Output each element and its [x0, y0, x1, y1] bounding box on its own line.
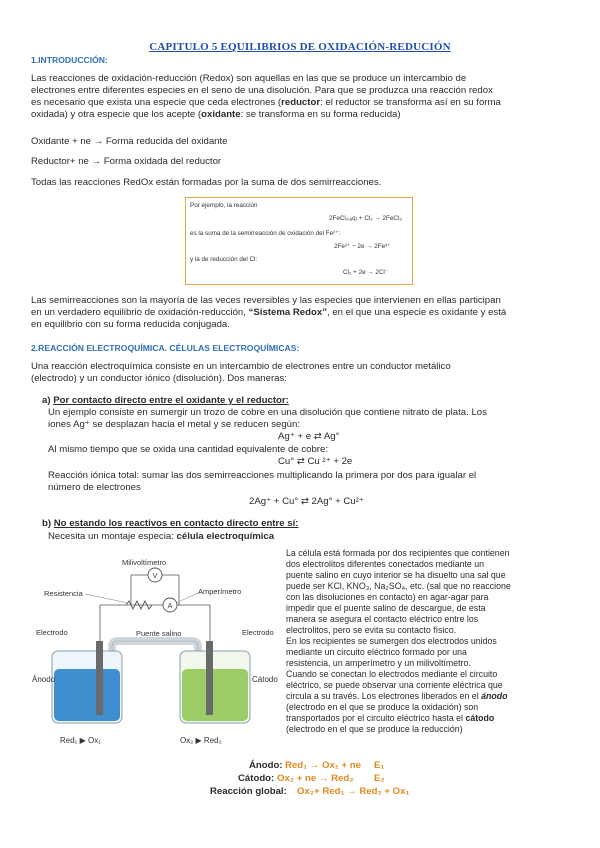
electrode-left: [96, 641, 103, 715]
text-line: dos electrolitos diferentes conectados mediante un: [286, 559, 485, 569]
text-line: manera se asegura el contacto eléctrico entre los: [286, 614, 479, 624]
text-line: electrolitos, pero se evita su contacto físico.: [286, 625, 457, 635]
summary-e1: E₁: [374, 760, 385, 771]
case-a-text: [48, 407, 571, 431]
text-line: con las disoluciones en contacto) en agar-agar para: [286, 592, 489, 602]
text-line: en equilibrio con su forma reducida conjugada.: [31, 319, 230, 330]
summary-catodo-eq: Ox₂ + ne → Red₂: [277, 773, 354, 784]
text-line: Las reacciones de oxidación-reducción (Redox) son aquellas en las que se produce un intercambio de: [31, 73, 467, 84]
text-line: impedir que el puente salino de descargue, de esta: [286, 603, 486, 613]
ammeter-symbol: A: [167, 603, 173, 610]
equation-oxidante: Oxidante + ne → Forma reducida del oxidante: [31, 136, 228, 147]
summary-global-eq: Ox₂+ Red₁ → Red₂ + Ox₁: [297, 786, 410, 797]
label-electrodo-right: Electrodo: [242, 628, 274, 637]
label-anodo: Ánodo: [32, 675, 56, 684]
text-line: puede ser KCl, KNO₃, Na₂SO₄, etc. (sal que no reaccione: [286, 581, 511, 591]
label-milivoltimetro: Milivoltímetro: [122, 558, 167, 567]
text-line: En los recipientes se sumergen dos electrodos unidos: [286, 636, 497, 646]
text-line: mediante un circuito eléctrico formado por una: [286, 647, 467, 657]
label-resistencia: Resistencia: [44, 589, 83, 598]
text-line: iones Ag⁺ se desplazan hacia el metal y se reducen según:: [48, 419, 300, 430]
text-line: oxidada) y otra especie que los acepte (oxidante: se transforma en su forma reducida): [31, 109, 401, 120]
text-line: Reacción iónica total: sumar las dos semirreacciones multiplicando la primera por dos para igualar el: [48, 470, 477, 481]
box-line: Por ejemplo, la reacción: [190, 202, 258, 209]
voltmeter-symbol: V: [152, 573, 158, 580]
summary-global-label: Reacción global:: [210, 786, 287, 797]
solution-left: [54, 669, 120, 721]
box-line: es la suma de la semirreacción de oxidación del Fe²⁺:: [190, 230, 341, 237]
subheading-a: a) Por contacto directo entre el oxidante y el reductor:: [42, 395, 289, 406]
electrode-right: [206, 641, 213, 715]
text-line: transportados por el circuito eléctrico hasta el cátodo: [286, 713, 495, 723]
ionic-total-text: [48, 470, 571, 494]
text-line: Un ejemplo consiste en sumergir un trozo de cobre en una disolución que contiene nitrato de plata. Los: [48, 407, 487, 418]
text-line: Una reacción electroquímica consiste en un intercambio de electrones entre un conductor metálico: [31, 361, 451, 372]
box-equation: 2Fe²⁺ − 2e → 2Fe³⁺: [334, 243, 391, 250]
text-line: Cuando se conectan lo electrodos mediante el circuito: [286, 669, 498, 679]
text-line: (electrodo en el que se produce la reducción): [286, 724, 463, 734]
text-line: Al mismo tiempo que se oxida una cantidad equivalente de cobre:: [48, 444, 328, 455]
label-electrodo-left: Electrodo: [36, 628, 68, 637]
summary-e2: E₂: [374, 773, 385, 784]
text-line: circula a su través. Los electrones liberados en el ánodo: [286, 691, 508, 701]
label-puente-salino: Puente salino: [136, 629, 182, 638]
cell-description: [286, 548, 571, 735]
equation-total: 2Ag⁺ + Cu° ⇄ 2Ag° + Cu²⁺: [249, 496, 364, 507]
text-line: número de electrones: [48, 482, 141, 493]
equation-cu: Cu° ⇄ Cu ²⁺ + 2e: [278, 456, 353, 467]
text-line: en un verdadero equilibrio de oxidación-reducción, “Sistema Redox”, en el que una especie es oxidante y está: [31, 307, 507, 318]
label-catodo: Cátodo: [252, 675, 278, 684]
text-line: (electrodo) y un conductor iónico (disolución). Dos maneras:: [31, 373, 287, 384]
box-line: y la de reducción del Cl:: [190, 256, 258, 263]
box-equation: Cl₂ + 2e → 2Cl⁻: [343, 269, 389, 276]
text-line: (electrodo en el que se produce la oxidación) son: [286, 702, 479, 712]
intro-paragraph: [31, 73, 571, 121]
text-line: es necesario que exista una especie que ceda electrones (reductor: el reductor se transforma así en su forma: [31, 97, 501, 108]
label-ox2-red2: Ox₂ ▶ Red₂: [180, 736, 222, 745]
text-line: Las semirreacciones son la mayoría de las veces reversibles y las especies que intervienen en ellas participan: [31, 295, 501, 306]
text-line: puente salino en cuyo interior se ha disuelto una sal que: [286, 570, 506, 580]
label-amperimetro: Amperímetro: [198, 587, 242, 596]
example-box: [185, 197, 413, 285]
semirreacciones-text: Todas las reacciones RedOx están formadas por la suma de dos semirreacciones.: [31, 177, 382, 188]
section-heading-intro: 1.INTRODUCCIÓN:: [31, 55, 108, 65]
text-line: eléctrico, se puede observar una corriente eléctrica que: [286, 680, 503, 690]
summary-catodo-label: Cátodo:: [238, 773, 275, 784]
box-equation: 2FeCl₂₍ₐq₎ + Cl₂ → 2FeCl₃: [329, 215, 402, 222]
subheading-b: b) No estando los reactivos en contacto directo entre sí:: [42, 518, 299, 529]
text-line: La célula está formada por dos recipientes que contienen: [286, 548, 510, 558]
summary-anodo-eq: Red₁ → Ox₁ + ne: [285, 760, 361, 771]
summary-anodo-label: Ánodo:: [249, 760, 283, 771]
equation-ag: Ag⁺ + e ⇄ Ag°: [278, 431, 340, 442]
electrochemical-cell-diagram: [30, 553, 282, 753]
solution-right: [182, 669, 248, 721]
label-red1-ox1: Red₁ ▶ Ox₁: [60, 736, 101, 745]
text-line: electrones entre diferentes especies en el seno de una disolución. Para que se produzca una reacción redox: [31, 85, 493, 96]
electroquimica-intro: [31, 361, 571, 385]
text-line: Necesita un montaje especia: célula electroquímica: [48, 531, 275, 542]
section-heading-electroquimica: 2.REACCIÓN ELECTROQUÍMICA. CÉLULAS ELECTROQUÍMICAS:: [31, 343, 300, 353]
redox-system-paragraph: [31, 295, 571, 331]
page-title: CAPITULO 5 EQUILIBRIOS DE OXIDACIÓN-REDUCIÓN: [149, 41, 451, 53]
text-line: resistencia, un amperímetro y un milivoltímetro.: [286, 658, 471, 668]
equation-reductor: Reductor+ ne → Forma oxidada del reductor: [31, 156, 222, 167]
